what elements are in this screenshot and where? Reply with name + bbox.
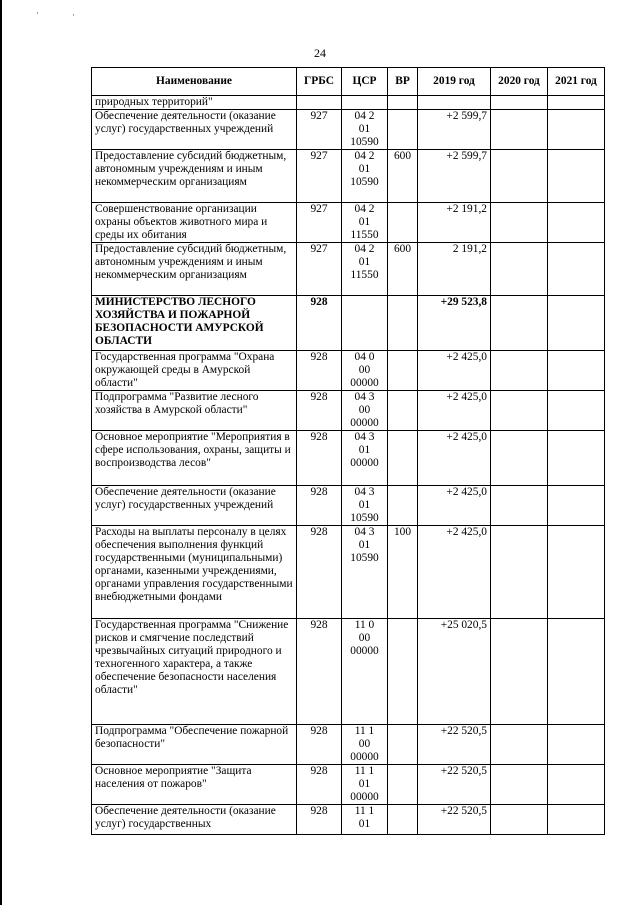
row-2019-cell [418,96,491,110]
row-csr-cell: 11 1 00 00000 [342,725,388,765]
row-csr-cell: 04 2 01 10590 [342,150,388,203]
row-vr-cell [388,203,418,243]
header-grbs: ГРБС [297,68,342,96]
row-vr-cell [388,619,418,725]
row-vr-cell [388,296,418,351]
row-name-cell: Совершенствование организации охраны объектов животного мира и среды их обитания [92,203,297,243]
row-grbs-cell: 928 [297,351,342,391]
row-grbs-cell: 927 [297,150,342,203]
scan-speck: · [72,10,75,20]
row-csr-cell: 04 3 00 00000 [342,391,388,431]
row-vr-cell [388,765,418,805]
row-2021-cell [548,203,605,243]
row-2020-cell [491,431,548,486]
table-row [92,110,605,150]
row-csr-cell: 04 2 01 11550 [342,243,388,296]
row-csr-cell: 04 3 01 10590 [342,486,388,526]
row-grbs-cell: 928 [297,725,342,765]
table-row [92,351,605,391]
row-vr-cell [388,725,418,765]
table-header-row [92,68,605,96]
row-2019-cell: +25 020,5 [418,619,491,725]
row-csr-cell: 04 2 01 10590 [342,110,388,150]
table-row [92,486,605,526]
row-name-cell: Обеспечение деятельности (оказание услуг) государственных [92,805,297,835]
row-vr-cell [388,351,418,391]
row-2021-cell [548,150,605,203]
row-2020-cell [491,150,548,203]
row-2021-cell [548,725,605,765]
row-vr-cell [388,110,418,150]
page-number: 24 [314,46,326,60]
header-name: Наименование [92,68,297,96]
row-2021-cell [548,391,605,431]
row-csr-cell: 11 0 00 00000 [342,619,388,725]
row-vr-cell [388,805,418,835]
table-row [92,296,605,351]
table-row [92,725,605,765]
row-grbs-cell: 928 [297,526,342,619]
row-2019-cell: +29 523,8 [418,296,491,351]
row-2021-cell [548,351,605,391]
row-name-cell: природных территорий" [92,96,297,110]
header-2019: 2019 год [418,68,491,96]
row-vr-cell [388,96,418,110]
row-2019-cell: 2 191,2 [418,243,491,296]
row-csr-cell: 04 3 01 10590 [342,526,388,619]
table-row [92,805,605,835]
table-row [92,391,605,431]
row-2019-cell: +2 599,7 [418,110,491,150]
row-grbs-cell: 927 [297,110,342,150]
row-grbs-cell [297,96,342,110]
row-2020-cell [491,619,548,725]
row-2020-cell [491,351,548,391]
row-2019-cell: +2 191,2 [418,203,491,243]
row-2020-cell [491,805,548,835]
row-csr-cell: 04 3 01 00000 [342,431,388,486]
row-2019-cell: +2 425,0 [418,526,491,619]
table-row [92,150,605,203]
row-name-cell: Основное мероприятие "Защита населения от пожаров" [92,765,297,805]
row-name-cell: Государственная программа "Снижение рисков и смягчение последствий чрезвычайных ситуаций природного и техногенного характера, а также обеспечение безопасности населения области" [92,619,297,725]
row-grbs-cell: 928 [297,391,342,431]
row-name-cell: Основное мероприятие "Мероприятия в сфере использования, охраны, защиты и воспроизводства лесов" [92,431,297,486]
row-2019-cell: +2 425,0 [418,351,491,391]
row-2021-cell [548,619,605,725]
scan-speck: · [36,8,39,18]
row-2019-cell: +2 425,0 [418,391,491,431]
row-2020-cell [491,765,548,805]
row-2021-cell [548,243,605,296]
scan-left-edge [0,0,2,905]
row-2021-cell [548,526,605,619]
row-2020-cell [491,203,548,243]
row-csr-cell: 04 0 00 00000 [342,351,388,391]
row-2019-cell: +22 520,5 [418,805,491,835]
row-name-cell: Предоставление субсидий бюджетным, автономным учреждениям и иным некоммерческим организациям [92,243,297,296]
row-name-cell: Расходы на выплаты персоналу в целях обеспечения выполнения функций государственными (муниципальными) органами, казенными учреждениями, органами управления государственными внебюджетными фондами [92,526,297,619]
row-2019-cell: +22 520,5 [418,725,491,765]
table-row [92,619,605,725]
table-row [92,526,605,619]
row-vr-cell: 100 [388,526,418,619]
row-name-cell: Подпрограмма "Обеспечение пожарной безопасности" [92,725,297,765]
row-2020-cell [491,96,548,110]
row-csr-cell [342,96,388,110]
row-csr-cell: 04 2 01 11550 [342,203,388,243]
row-2020-cell [491,725,548,765]
table-row [92,431,605,486]
row-2019-cell: +2 599,7 [418,150,491,203]
row-name-cell: Государственная программа "Охрана окружающей среды в Амурской области" [92,351,297,391]
row-2021-cell [548,486,605,526]
table-row [92,765,605,805]
row-vr-cell: 600 [388,150,418,203]
row-2020-cell [491,526,548,619]
row-grbs-cell: 928 [297,805,342,835]
row-csr-cell [342,296,388,351]
row-grbs-cell: 927 [297,203,342,243]
row-vr-cell [388,391,418,431]
row-2020-cell [491,110,548,150]
row-2021-cell [548,805,605,835]
row-grbs-cell: 928 [297,619,342,725]
table-row [92,243,605,296]
table-row [92,203,605,243]
header-2020: 2020 год [491,68,548,96]
row-grbs-cell: 928 [297,765,342,805]
row-2021-cell [548,96,605,110]
row-grbs-cell: 928 [297,486,342,526]
header-2021: 2021 год [548,68,605,96]
row-grbs-cell: 927 [297,243,342,296]
row-name-cell: Обеспечение деятельности (оказание услуг) государственных учреждений [92,486,297,526]
row-csr-cell: 11 1 01 00000 [342,765,388,805]
row-vr-cell [388,431,418,486]
row-2021-cell [548,110,605,150]
row-name-cell: Обеспечение деятельности (оказание услуг) государственных учреждений [92,110,297,150]
row-grbs-cell: 928 [297,431,342,486]
row-2020-cell [491,486,548,526]
row-grbs-cell: 928 [297,296,342,351]
row-2021-cell [548,765,605,805]
row-2019-cell: +2 425,0 [418,486,491,526]
row-name-cell: Подпрограмма "Развитие лесного хозяйства в Амурской области" [92,391,297,431]
row-csr-cell: 11 1 01 [342,805,388,835]
header-vr: ВР [388,68,418,96]
row-2020-cell [491,243,548,296]
row-name-cell: МИНИСТЕРСТВО ЛЕСНОГО ХОЗЯЙСТВА И ПОЖАРНОЙ БЕЗОПАСНОСТИ АМУРСКОЙ ОБЛАСТИ [92,296,297,351]
table-row [92,96,605,110]
row-2021-cell [548,296,605,351]
row-2020-cell [491,391,548,431]
row-2020-cell [491,296,548,351]
row-vr-cell: 600 [388,243,418,296]
row-2019-cell: +22 520,5 [418,765,491,805]
row-vr-cell [388,486,418,526]
row-name-cell: Предоставление субсидий бюджетным, автономным учреждениям и иным некоммерческим организациям [92,150,297,203]
row-2019-cell: +2 425,0 [418,431,491,486]
budget-table [91,67,605,835]
header-csr: ЦСР [342,68,388,96]
row-2021-cell [548,431,605,486]
